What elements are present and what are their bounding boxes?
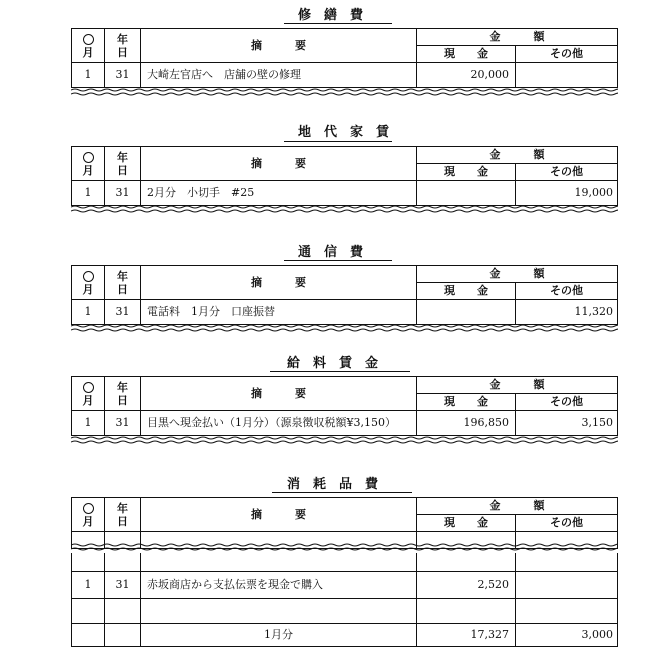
month-label: 月 bbox=[82, 393, 94, 407]
month-header bbox=[72, 29, 105, 63]
amount-header: 金 額 bbox=[417, 498, 618, 515]
row-day: 31 bbox=[105, 572, 141, 599]
row-day: 31 bbox=[105, 181, 141, 206]
ledger-title: 地 代 家 賃 bbox=[298, 125, 390, 140]
day-header bbox=[105, 29, 141, 63]
ledger-title: 修 繕 費 bbox=[298, 8, 364, 23]
table-row bbox=[72, 181, 618, 206]
row-cash bbox=[417, 300, 516, 325]
ledger-table bbox=[71, 376, 618, 436]
ledger-title: 消 耗 品 費 bbox=[287, 477, 379, 492]
row-other bbox=[516, 63, 618, 88]
title-underline bbox=[284, 23, 392, 24]
year-label: 年 bbox=[117, 150, 128, 164]
cash-header: 現 金 bbox=[417, 283, 516, 300]
title-underline bbox=[284, 260, 392, 261]
row-cash: 196,850 bbox=[417, 411, 516, 436]
day-header bbox=[105, 498, 141, 532]
month-label: 月 bbox=[82, 163, 94, 177]
blank-row bbox=[72, 599, 618, 624]
total-row bbox=[72, 624, 618, 647]
day-label: 日 bbox=[117, 393, 128, 407]
title-underline bbox=[284, 141, 392, 142]
wavy-break-line bbox=[71, 88, 618, 96]
row-description: 大崎左官店へ 店舗の壁の修理 bbox=[141, 63, 417, 88]
total-label: 1月分 bbox=[141, 624, 417, 647]
other-header: その他 bbox=[516, 46, 618, 63]
other-header: その他 bbox=[516, 515, 618, 532]
row-day: 31 bbox=[105, 300, 141, 325]
summary-header: 摘 要 bbox=[141, 377, 417, 411]
cash-header: 現 金 bbox=[417, 394, 516, 411]
ledger-table bbox=[71, 146, 618, 206]
day-label: 日 bbox=[117, 282, 128, 296]
title-underline bbox=[270, 371, 410, 372]
table-row bbox=[72, 300, 618, 325]
circle-mark bbox=[83, 382, 94, 393]
month-label: 月 bbox=[82, 282, 94, 296]
row-description: 2月分 小切手 #25 bbox=[141, 181, 417, 206]
row-other: 3,150 bbox=[516, 411, 618, 436]
month-label: 月 bbox=[82, 514, 94, 528]
year-label: 年 bbox=[117, 269, 128, 283]
cash-header: 現 金 bbox=[417, 164, 516, 181]
row-other: 19,000 bbox=[516, 181, 618, 206]
other-header: その他 bbox=[516, 394, 618, 411]
ledger-table bbox=[71, 497, 618, 549]
amount-header: 金 額 bbox=[417, 147, 618, 164]
wavy-break-line bbox=[71, 543, 618, 551]
wavy-break-line bbox=[71, 436, 618, 444]
table-row bbox=[72, 63, 618, 88]
amount-header: 金 額 bbox=[417, 377, 618, 394]
row-month: 1 bbox=[72, 63, 105, 88]
summary-header: 摘 要 bbox=[141, 266, 417, 300]
total-cash: 17,327 bbox=[417, 624, 516, 647]
other-header: その他 bbox=[516, 164, 618, 181]
wavy-break-line bbox=[71, 205, 618, 213]
summary-header: 摘 要 bbox=[141, 147, 417, 181]
circle-mark bbox=[83, 34, 94, 45]
total-other: 3,000 bbox=[516, 624, 618, 647]
cash-header: 現 金 bbox=[417, 46, 516, 63]
year-label: 年 bbox=[117, 501, 128, 515]
table-row bbox=[72, 572, 618, 599]
row-day: 31 bbox=[105, 411, 141, 436]
ledger-title: 給 料 賃 金 bbox=[287, 356, 379, 371]
day-header bbox=[105, 147, 141, 181]
month-header bbox=[72, 377, 105, 411]
blank-row bbox=[72, 553, 618, 572]
row-day: 31 bbox=[105, 63, 141, 88]
other-header: その他 bbox=[516, 283, 618, 300]
ledger-table-continued bbox=[71, 553, 618, 647]
month-header bbox=[72, 147, 105, 181]
amount-header: 金 額 bbox=[417, 266, 618, 283]
row-month: 1 bbox=[72, 181, 105, 206]
ledger-table bbox=[71, 265, 618, 325]
table-row bbox=[72, 411, 618, 436]
row-description: 電話料 1月分 口座振替 bbox=[141, 300, 417, 325]
row-month: 1 bbox=[72, 572, 105, 599]
circle-mark bbox=[83, 152, 94, 163]
wavy-break-line bbox=[71, 324, 618, 332]
row-month: 1 bbox=[72, 411, 105, 436]
amount-header: 金 額 bbox=[417, 29, 618, 46]
title-underline bbox=[272, 492, 412, 493]
day-header bbox=[105, 266, 141, 300]
summary-header: 摘 要 bbox=[141, 498, 417, 532]
row-cash bbox=[417, 181, 516, 206]
year-label: 年 bbox=[117, 32, 128, 46]
row-cash: 20,000 bbox=[417, 63, 516, 88]
row-description: 目黒へ現金払い（1月分）（源泉徴収税額¥3,150） bbox=[141, 411, 417, 436]
month-header bbox=[72, 498, 105, 532]
circle-mark bbox=[83, 503, 94, 514]
day-label: 日 bbox=[117, 514, 128, 528]
circle-mark bbox=[83, 271, 94, 282]
month-label: 月 bbox=[82, 45, 94, 59]
day-header bbox=[105, 377, 141, 411]
row-description: 赤坂商店から支払伝票を現金で購入 bbox=[141, 572, 417, 599]
summary-header: 摘 要 bbox=[141, 29, 417, 63]
month-header bbox=[72, 266, 105, 300]
ledger-title: 通 信 費 bbox=[298, 245, 364, 260]
row-month: 1 bbox=[72, 300, 105, 325]
year-label: 年 bbox=[117, 380, 128, 394]
day-label: 日 bbox=[117, 45, 128, 59]
ledger-table bbox=[71, 28, 618, 88]
row-other: 11,320 bbox=[516, 300, 618, 325]
row-cash: 2,520 bbox=[417, 572, 516, 599]
day-label: 日 bbox=[117, 163, 128, 177]
cash-header: 現 金 bbox=[417, 515, 516, 532]
row-other bbox=[516, 572, 618, 599]
